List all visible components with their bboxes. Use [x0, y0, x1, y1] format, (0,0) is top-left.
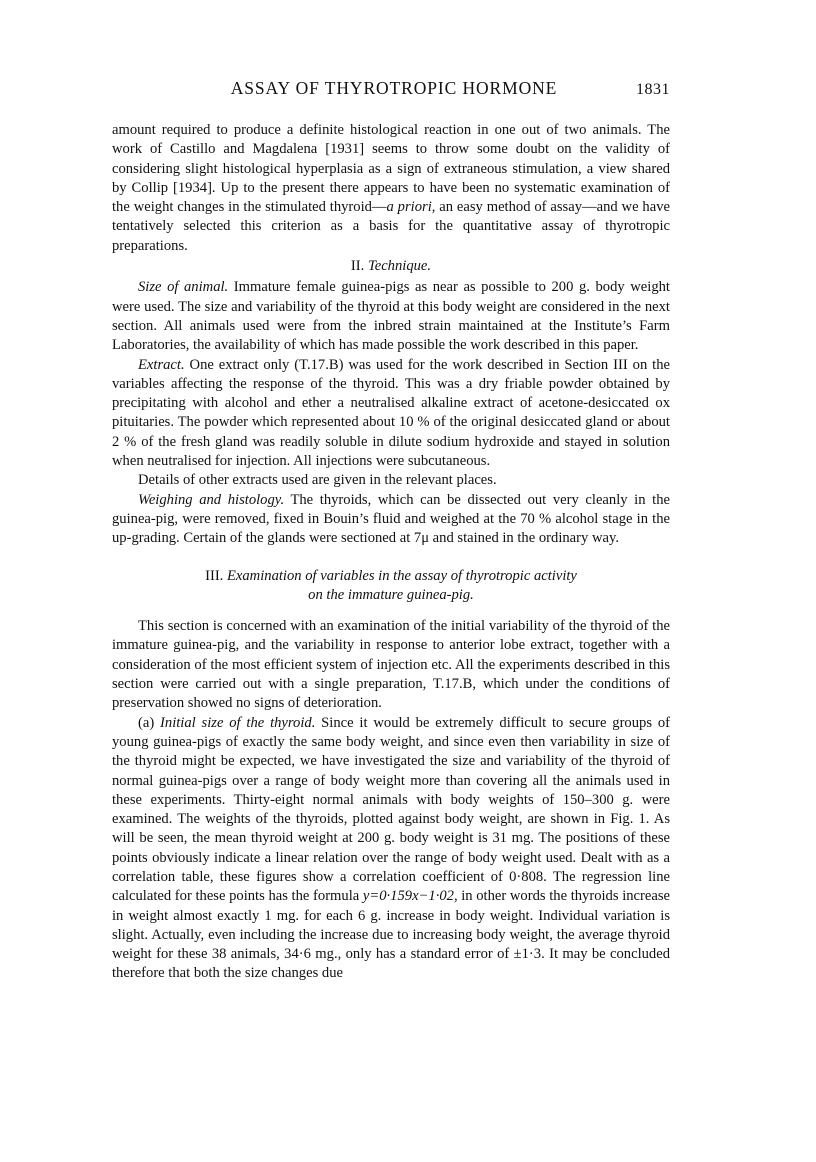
- section-heading-technique: [112, 257, 670, 276]
- section-title-line1: Examination of variables in the assay of thyrotropic activity: [226, 567, 577, 584]
- running-title: ASSAY OF THYROTROPIC HORMONE: [230, 78, 558, 98]
- regression-formula: y=0·159x−1·02: [362, 888, 454, 905]
- running-header: [112, 78, 670, 99]
- paragraph-details: [112, 471, 670, 490]
- page-number: 1831: [636, 81, 670, 98]
- section-title-line2: on the immature guinea-pig.: [308, 586, 474, 603]
- paragraph-initial-size: [112, 714, 670, 984]
- paragraph-text: , an easy method of assay—and we have tentatively selected this criterion as a basis for the quantitative assay of thyrotropic preparations.: [112, 199, 670, 254]
- section-title: Technique.: [367, 258, 432, 275]
- paragraph-continuation: [112, 121, 670, 256]
- paragraph-lead: Extract.: [138, 356, 185, 373]
- paragraph-text: The thyroids, which can be dissected out very cleanly in the guinea-pig, were removed, fixed in Bouin’s fluid and weighed at the 70 % alcohol stage in the up-grading. Certain of the glands were sectioned at 7μ and stained in the ordinary way.: [112, 491, 670, 547]
- section-number: III.: [205, 567, 224, 584]
- paragraph-text: This section is concerned with an examination of the initial variability of the thyroid of the immature guinea-pig, and the variability in response to anterior lobe extract, together with a consideration of the most efficient system of injection etc. All the experiments described in this section were carried out with a single preparation, T.17.B, which under the conditions of preservation showed no signs of deterioration.: [112, 618, 670, 712]
- paragraph-lead: Size of animal.: [138, 279, 229, 296]
- italic-phrase: a priori: [386, 199, 432, 216]
- page: [112, 78, 670, 984]
- paragraph-weighing: [112, 491, 670, 549]
- section-number: II.: [350, 258, 365, 275]
- paragraph-text: , in other words the thyroids increase in weight almost exactly 1 mg. for each 6 g. increase in body weight. Individual variation is slight. Actually, even including the increase due to increasing body weight, the average thyroid weight for these 38 animals, 34·6 mg., only has a standard error of ±1·3. It may be concluded therefore that both the size changes due: [112, 888, 670, 982]
- paragraph-lead: Initial size of the thyroid.: [160, 714, 316, 731]
- paragraph-size-of-animal: [112, 278, 670, 355]
- paragraph-text: Details of other extracts used are given in the relevant places.: [138, 472, 497, 489]
- section-heading-examination: [112, 567, 670, 606]
- paragraph-lead: Weighing and histology.: [138, 491, 285, 508]
- paragraph-text: One extract only (T.17.B) was used for the work described in Section III on the variables affecting the response of the thyroid. This was a dry friable powder obtained by precipitating with alcohol and ether a neutralised alkaline extract of acetone-desiccated ox pituitaries. The powder which represented about 10 % of the original desiccated gland or about 2 % of the fresh gland was readily soluble in dilute sodium hydroxide and stayed in solution when neutralised for injection. All injections were subcutaneous.: [112, 356, 670, 470]
- paragraph-section3-intro: [112, 617, 670, 713]
- paragraph-text: amount required to produce a definite histological reaction in one out of two animals. The work of Castillo and Magdalena [1931] seems to throw some doubt on the validity of considering slight histological hyperplasia as a sign of extraneous stimulation, a view shared by Collip [1934]. Up to the present there appears to have been no systematic examination of the weight changes in the stimulated thyroid—: [112, 122, 670, 216]
- paragraph-text: Immature female guinea-pigs as near as possible to 200 g. body weight were used. The size and variability of the thyroid at this body weight are considered in the next section. All animals used were from the inbred strain maintained at the Institute’s Farm Laboratories, the availability of which has made possible the work described in this paper.: [112, 279, 670, 354]
- paragraph-extract: [112, 356, 670, 472]
- paragraph-label: (a): [138, 714, 161, 731]
- paragraph-text: Since it would be extremely difficult to secure groups of young guinea-pigs of exactly the same body weight, and since even then variability in size of the thyroid might be expected, we have investigated the size and variability of the thyroid of normal guinea-pigs over a range of body weight more than covering all the animals used in these experiments. Thirty-eight normal animals with body weights of 150–300 g. were examined. The weights of the thyroids, plotted against body weight, are shown in Fig. 1. As will be seen, the mean thyroid weight at 200 g. body weight is 31 mg. The positions of these points obviously indicate a linear relation over the range of body weight used. Dealt with as a correlation table, these figures show a correlation coefficient of 0·808. The regression line calculated for these points has the formula: [112, 714, 670, 905]
